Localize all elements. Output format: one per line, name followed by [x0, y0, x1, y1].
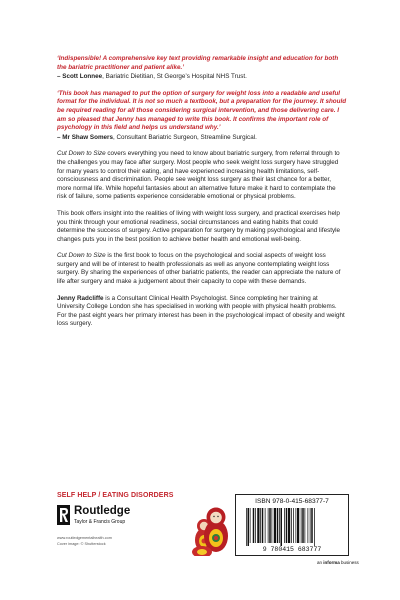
blurb-paragraph-1-text: covers everything you need to know about bariatric surgery, from referral through to the challenges you may face after surgery. Most people who seek weight loss surgery have struggled for many years to control their eating, and have experienced increasing health limitations, self-consciousness and discrimination. People see weight loss surgery as their last chance for a better, more normal life. While hopeful fantasies about an alternative future make it hard to contemplate the risk of failure, some patients experience considerable emotional or physical problems.	[57, 150, 340, 201]
barcode-bar	[293, 508, 294, 543]
barcode-graphic	[240, 507, 344, 553]
barcode-bar	[310, 508, 311, 543]
barcode-bar	[308, 508, 309, 543]
barcode-bar	[274, 508, 276, 543]
barcode-digits: 9 780415 683777	[262, 546, 322, 553]
barcode-bar	[302, 508, 304, 543]
barcode-bar	[253, 508, 255, 543]
publisher-logo	[57, 504, 177, 530]
barcode-bar	[255, 508, 256, 543]
publisher-name: Routledge	[74, 505, 131, 517]
barcode-bar	[260, 508, 261, 543]
barcode-bar	[311, 508, 313, 543]
review-attribution-1	[57, 73, 347, 82]
blurb-paragraph-2: This book offers insight into the realities of living with weight loss surgery, and practical exercises help you think through your emotional readiness, social circumstances and eating habits that could determine the success of surgery. Active preparation for surgery by making psychological and lifestyle changes puts you in the best position to achieve better health and emotional well-being.	[57, 209, 341, 243]
barcode-bar	[301, 508, 302, 543]
review-affiliation-1: , Bariatric Dietitian, St George’s Hospital NHS Trust.	[102, 73, 247, 81]
blurb-paragraph-3	[57, 252, 347, 286]
informa-prefix: an	[317, 560, 324, 565]
barcode-bar	[314, 508, 315, 546]
publisher-website: www.routledgementalhealth.com	[57, 536, 112, 540]
barcode-bar	[268, 508, 269, 543]
barcode-bar	[246, 508, 247, 546]
review-author-2: – Mr Shaw Somers	[57, 133, 113, 141]
barcode-bar	[281, 508, 283, 546]
barcode-bar	[305, 508, 306, 543]
barcode-bar	[279, 508, 280, 543]
publisher-group: Taylor & Francis Group	[74, 519, 126, 525]
barcode-bar	[265, 508, 266, 543]
informa-business-tagline	[317, 560, 359, 565]
barcode-bar	[277, 508, 279, 543]
routledge-r-icon	[57, 505, 70, 525]
review-quote-2: ‘This book has managed to put the option of surgery for weight loss into a readable and useful format for the individual. It is not so much a textbook, but a preparation for the journey. It should be required reading for all those considering surgical intervention, and those delivering care. I am so pleased that Jenny has managed to write this book. It confirms the important role of psychology in this field and helps us understand why.’	[57, 89, 347, 132]
review-attribution-2	[57, 134, 347, 143]
author-bio	[57, 295, 347, 329]
barcode-bar	[291, 508, 292, 543]
isbn-barcode	[235, 494, 349, 556]
barcode-bar	[284, 508, 285, 543]
barcode-bar	[288, 508, 290, 543]
informa-wordmark: informa	[323, 560, 340, 565]
barcode-bar	[286, 508, 288, 543]
barcode-bar	[297, 508, 299, 543]
blurb-paragraph-1	[57, 150, 347, 202]
book-title-italic: Cut Down to Size	[57, 252, 106, 260]
barcode-bar	[272, 508, 273, 543]
cover-image-credit: Cover image: © Shutterstock	[57, 542, 106, 546]
review-quote-1: ‘Indispensible! A comprehensive key text providing remarkable insight and education for both the bariatric practitioner and patient alike.’	[57, 55, 339, 71]
blurb-paragraph-3-text: is the first book to focus on the psychological and social aspects of weight loss surgery and will be of interest to health professionals as well as anyone contemplating weight loss surgery. By sharing the experiences of other bariatric patients, the reader can appreciate the nature of life after surgery and make a judgement about their capacity to cope with these demands.	[57, 252, 341, 286]
barcode-bar	[257, 508, 259, 543]
cover-footer	[57, 492, 359, 565]
barcode-bar	[262, 508, 264, 543]
cover-text-column	[57, 55, 347, 337]
author-name: Jenny Radcliffe	[57, 294, 104, 302]
barcode-bar	[269, 508, 271, 543]
barcode-bar	[296, 508, 297, 543]
review-affiliation-2: , Consultant Bariatric Surgeon, Streamline Surgical.	[113, 133, 257, 141]
subject-category: SELF HELP / EATING DISORDERS	[57, 492, 174, 499]
book-title-italic: Cut Down to Size	[57, 150, 106, 158]
barcode-bar	[248, 508, 250, 546]
author-bio-text: is a Consultant Clinical Health Psychologist. Since completing her training at University College London she has specialised in working with people with physical health problems. For the past eight years her primary interest has been in the psychological impact of obesity and weight loss surgery.	[57, 294, 345, 328]
isbn-number: ISBN 978-0-415-68377-7	[255, 498, 329, 505]
informa-suffix: business	[339, 560, 359, 565]
review-author-1: – Scott Lonnee	[57, 73, 103, 81]
barcode-bar	[250, 508, 251, 543]
